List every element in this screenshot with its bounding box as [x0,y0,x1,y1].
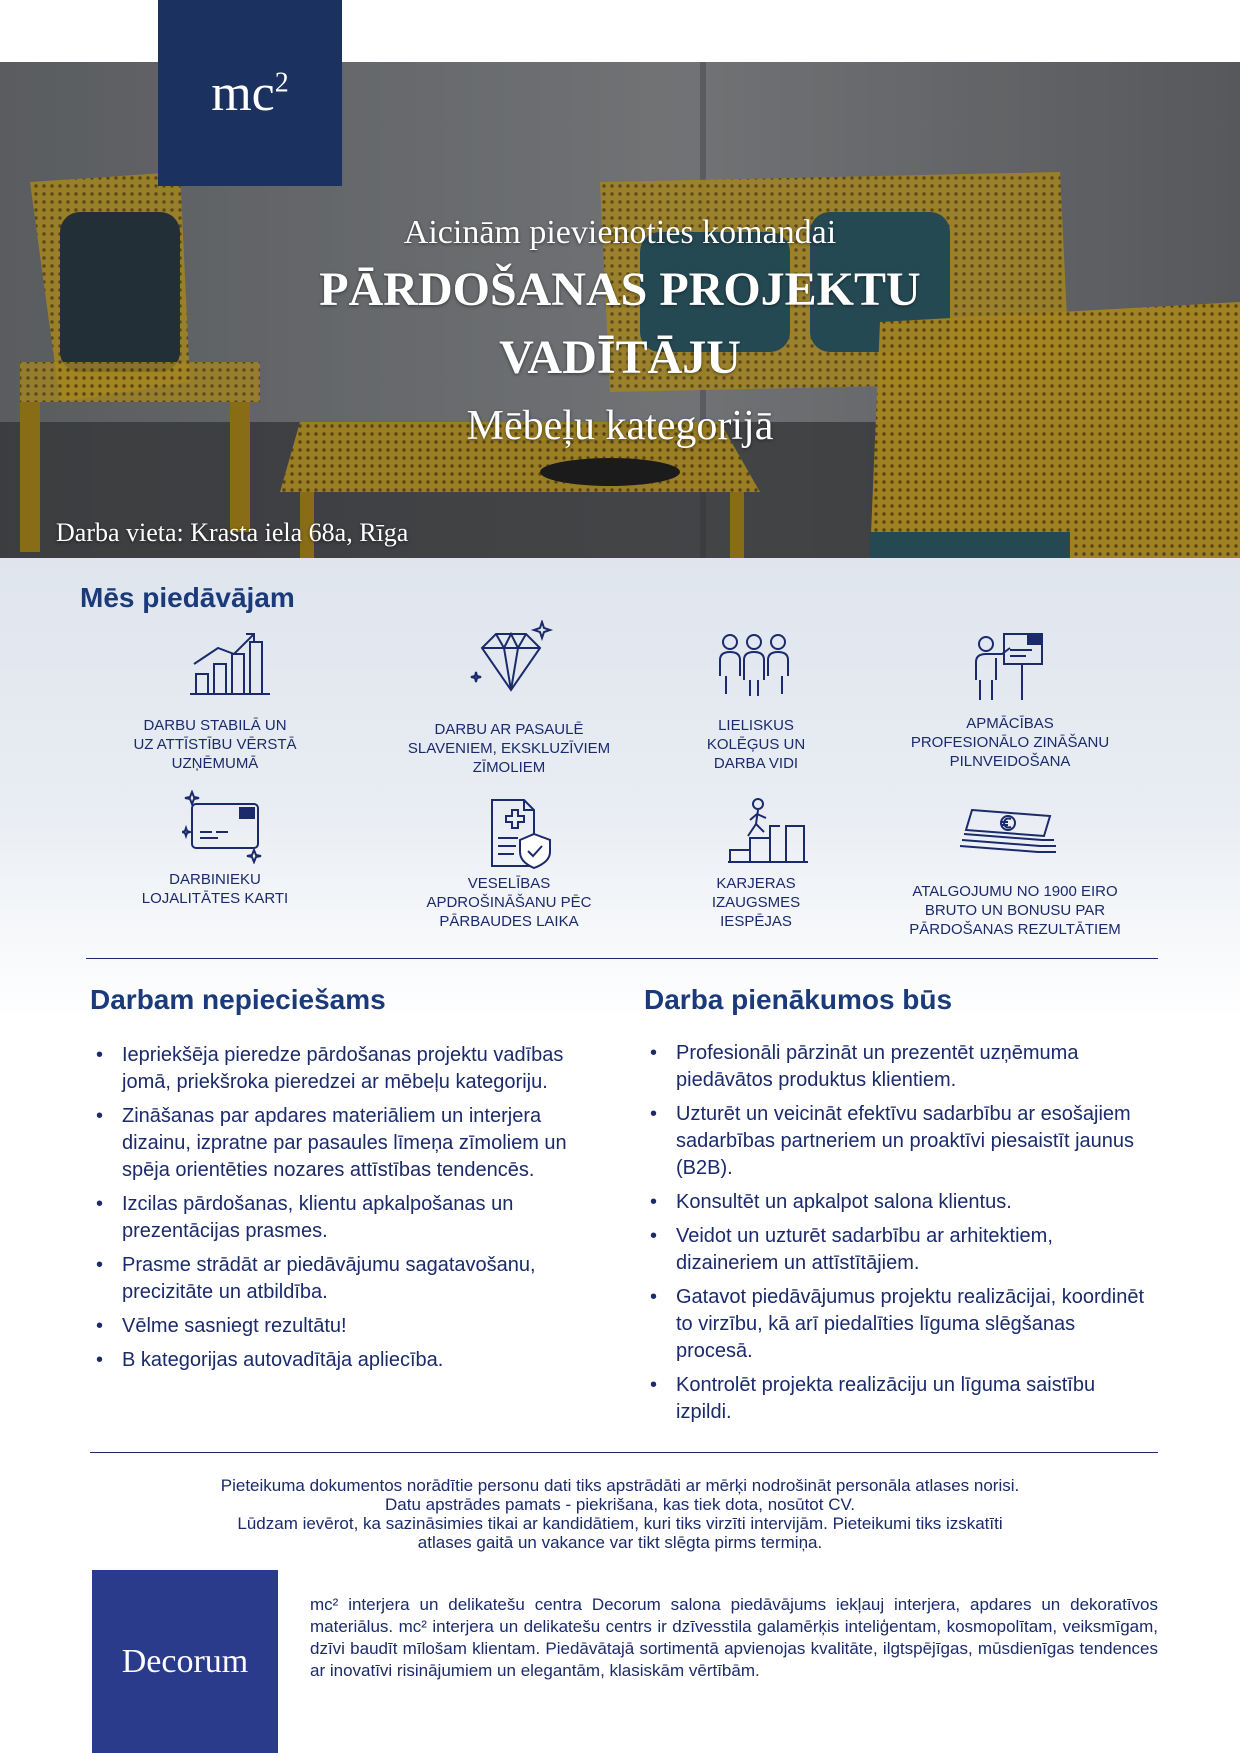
list-item: • Profesionāli pārzināt un prezentēt uzņēmuma piedāvātos produktus klientiem. [646,1040,1146,1094]
duties-heading: Darba pienākumos būs [644,984,953,1015]
list-item: • Prasme strādāt ar piedāvājumu sagatavošanu, precizitāte un atbildība. [92,1252,612,1306]
loyalty-card-icon [182,790,268,864]
list-item: • Gatavot piedāvājumus projektu realizācijai, koordinēt to virzību, kā arī piedalīties līguma slēgšanas procesā. [646,1284,1146,1365]
offer-label: APMĀCĪBAS PROFESIONĀLO ZINĀŠANU PILNVEIDOŠANA [910,715,1110,770]
list-item: • Zināšanas par apdares materiāliem un interjera dizainu, izpratne par pasaules līmeņa zīmoliem un spēja orientēties nozares attīstības tendencēs. [92,1103,612,1184]
privacy-line: atlases gaitā un vakance var tikt slēgta pirms termiņa. [417,1533,823,1552]
diamond-icon [470,620,554,700]
presentation-icon [970,630,1046,702]
duties-list [646,1040,1146,1433]
divider [90,1452,1158,1453]
mc2-logo [158,0,342,186]
list-item: • B kategorijas autovadītāja apliecība. [92,1347,612,1374]
work-location: Darba vieta: Krasta iela 68a, Rīga [56,518,409,547]
offer-item-training [895,714,1125,771]
offer-label: DARBU AR PASAULĒ SLAVENIEM, EKSKLUZĪVIEM ZĪMOLIEM [407,721,611,776]
list-item: • Izcilas pārdošanas, klientu apkalpošanas un prezentācijas prasmes. [92,1191,612,1245]
list-item: • Kontrolēt projekta realizāciju un līguma saistību izpildi. [646,1372,1146,1426]
list-item: • Uzturēt un veicināt efektīvu sadarbību ar esošajiem sadarbības partneriem un proaktīvi piesaistīt jaunus (B2B). [646,1101,1146,1182]
offer-label: ATALGOJUMU NO 1900 EIRO BRUTO UN BONUSU PAR PĀRDOŠANAS REZULTĀTIEM [909,883,1121,938]
list-item: • Iepriekšēja pieredze pārdošanas projektu vadības jomā, priekšroka pieredzei ar mēbeļu kategoriju. [92,1042,612,1096]
offer-item-colleagues [641,716,871,773]
company-description: mc² interjera un delikatešu centra Decorum salona piedāvājums iekļauj interjera, apdares un dekoratīvos materiālus. mc² interjera un delikatešu centrs ir dzīvesstila galamērķis inteliģentam, kosmopolītam, veiksmīgam, dzīvi baudīt mīlošam klientam. Piedāvātajā sortimentā apvienojas kvalitāte, ilgtspējīgas, mūsdienīgas tendences ar inovatīvi risinājumiem un elegantām, klasiskām vērtībām. [310,1595,1158,1680]
euro-money-icon [958,806,1058,856]
offer-label: KARJERAS IZAUGSMES IESPĒJAS [711,875,801,930]
career-stairs-icon [726,796,810,866]
team-icon [716,630,792,700]
list-item: • Veidot un uzturēt sadarbību ar arhitektiem, dizaineriem un attīstītājiem. [646,1223,1146,1277]
privacy-line: Pieteikuma dokumentos norādītie personu dati tiks apstrādāti ar mērķi nodrošināt personāla atlases norisi. [220,1476,1020,1495]
offer-label: DARBINIEKU LOJALITĀTES KARTI [141,871,289,907]
offer-label: DARBU STABILĀ UN UZ ATTĪSTĪBU VĒRSTĀ UZŅĒMUMĀ [133,717,297,772]
hero-invite: Aicinām pievienoties komandai [403,214,837,251]
offer-label: VESELĪBAS APDROŠINĀŠANU PĒC PĀRBAUDES LAIKA [426,875,592,930]
requirements-heading: Darbam nepieciešams [90,984,386,1015]
offer-item-stable-company [100,716,330,773]
offer-item-health-insurance [394,874,624,931]
privacy-line: Lūdzam ievērot, ka sazināsimies tikai ar kandidātiem, kuri tiks virzīti intervijām. Pieteikumi tiks izskatīti [237,1514,1003,1533]
offer-heading: Mēs piedāvājam [80,582,295,613]
job-category: Mēbeļu kategorijā [466,403,774,449]
growth-chart-icon [188,628,272,698]
offer-item-career [641,874,871,931]
list-item: • Vēlme sasniegt rezultātu! [92,1313,612,1340]
offer-item-brands [394,720,624,777]
health-insurance-icon [488,796,554,870]
privacy-line: Datu apstrādes pamats - piekrišana, kas tiek dota, nosūtot CV. [385,1495,855,1514]
decorum-logo [92,1570,278,1753]
list-item: • Konsultēt un apkalpot salona klientus. [646,1189,1146,1216]
requirements-list [92,1042,612,1381]
job-title-line2: VADĪTĀJU [499,331,741,384]
offer-section [0,558,1240,1018]
offer-item-loyalty-card [100,870,330,908]
divider [86,958,1158,959]
decorum-logo-text: Decorum [121,1642,249,1680]
logo-text: mc [211,64,275,122]
logo-superscript: 2 [274,67,289,99]
privacy-notice [80,1476,1160,1552]
offer-item-salary [880,882,1150,939]
job-title-line1: PĀRDOŠANAS PROJEKTU [319,263,921,316]
offer-label: LIELISKUS KOLĒĢUS UN DARBA VIDI [706,717,806,772]
